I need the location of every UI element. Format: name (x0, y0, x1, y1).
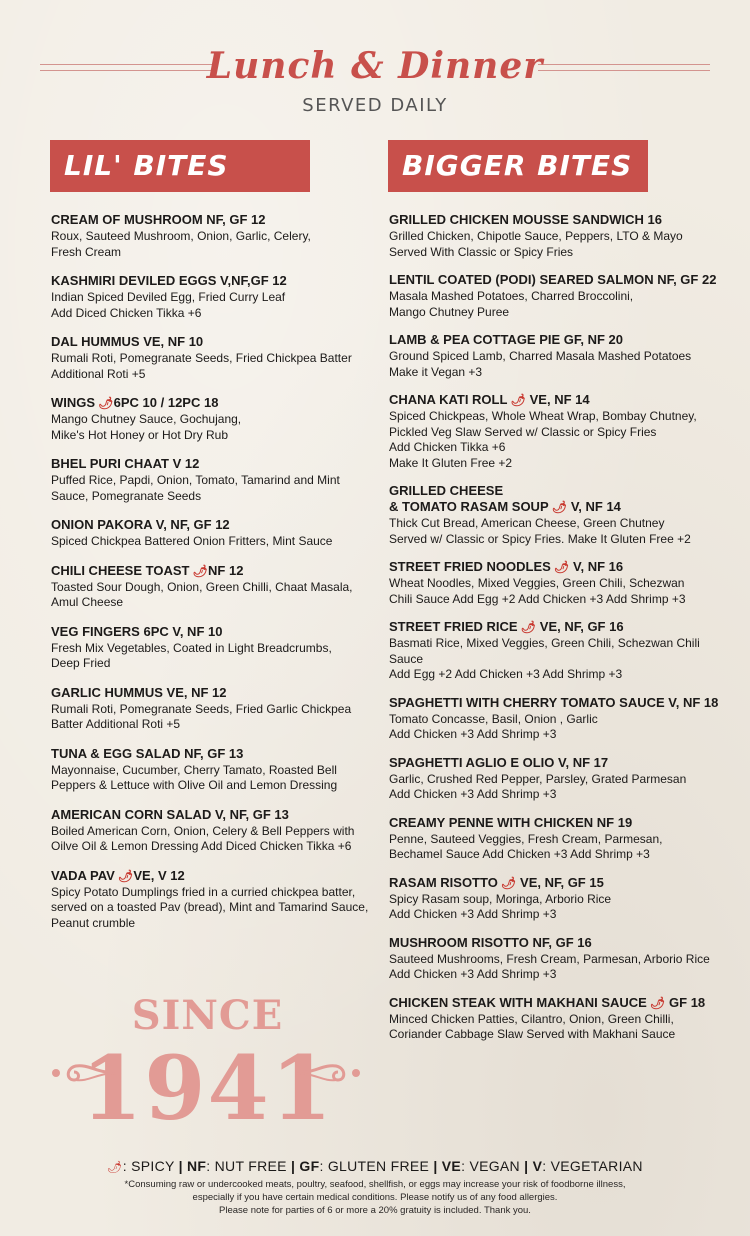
chili-icon: 🌶 (189, 563, 209, 578)
legend-v: : VEGETARIAN (542, 1158, 643, 1174)
menu-item (51, 334, 376, 382)
menu-item (389, 815, 724, 863)
chili-icon: 🌶 (107, 1160, 123, 1174)
menu-item-name: ONION PAKORA V, NF, GF 12 (51, 517, 230, 532)
chili-icon: 🌶 (507, 393, 527, 407)
lil-bites-list (51, 212, 376, 944)
menu-item-name: SPAGHETTI WITH CHERRY TOMATO SAUCE V, NF 18 (389, 694, 719, 710)
menu-item-name: TUNA & EGG SALAD NF, GF 13 (51, 745, 244, 761)
menu-item-description: Thick Cut Bread, American Cheese, Green Chutney Served w/ Classic or Spicy Fries. Make It Gluten Free +2 (389, 516, 691, 546)
menu-item-description: Grilled Chicken, Chipotle Sauce, Peppers, LTO & Mayo Served With Classic or Spicy Fries (389, 229, 683, 259)
menu-item (389, 392, 724, 471)
chili-icon: 🌶 (550, 560, 570, 574)
menu-item (389, 995, 724, 1043)
chili-icon: 🌶 (497, 875, 517, 890)
menu-item-description: Rumali Roti, Pomegranate Seeds, Fried Garlic Chickpea Batter Additional Roti +5 (51, 701, 352, 731)
menu-item-name: SPAGHETTI AGLIO E OLIO V, NF 17 (389, 754, 609, 770)
menu-item-name: VEG FINGERS 6PC V, NF 10 (51, 623, 223, 639)
menu-item-name: CHILI CHEESE TOAST 🌶NF 12 (51, 562, 244, 578)
menu-item (389, 272, 724, 320)
menu-item-name: CHICKEN STEAK WITH MAKHANI SAUCE 🌶 GF 18 (389, 994, 706, 1010)
menu-item-name: GRILLED CHICKEN MOUSSE SANDWICH 16 (389, 212, 663, 227)
menu-item-description: Masala Mashed Potatoes, Charred Broccolini, Mango Chutney Puree (389, 289, 634, 319)
menu-item (51, 868, 376, 932)
legend-gf-key: GF (299, 1158, 320, 1174)
menu-item (51, 624, 376, 672)
dietary-legend (0, 1158, 750, 1174)
flourish-right-icon (294, 1060, 364, 1086)
chili-icon: 🌶 (548, 500, 568, 514)
menu-item (51, 685, 376, 733)
menu-item (389, 935, 724, 983)
chili-icon: 🌶 (646, 995, 666, 1010)
menu-title: Lunch & Dinner (206, 45, 544, 87)
menu-item-name: DAL HUMMUS VE, NF 10 (51, 334, 204, 349)
menu-item-description: Garlic, Crushed Red Pepper, Parsley, Grated Parmesan Add Chicken +3 Add Shrimp +3 (389, 771, 687, 801)
menu-item-description: Mayonnaise, Cucumber, Cherry Tamato, Roasted Bell Peppers & Lettuce with Olive Oil and Lemon Dressing (51, 762, 338, 792)
menu-item (51, 212, 376, 260)
menu-item-description: Fresh Mix Vegetables, Coated in Light Breadcrumbs, Deep Fried (51, 640, 332, 670)
footnote-line-2: especially if you have certain medical conditions. Please notify us of any food allergies. (192, 1192, 558, 1203)
menu-item-description: Spicy Rasam soup, Moringa, Arborio Rice Add Chicken +3 Add Shrimp +3 (389, 891, 612, 921)
menu-item-description: Ground Spiced Lamb, Charred Masala Mashed Potatoes Make it Vegan +3 (389, 349, 692, 379)
menu-item (389, 332, 724, 380)
menu-item (389, 875, 724, 923)
legend-nf-key: NF (186, 1158, 207, 1174)
menu-item-name: CREAMY PENNE WITH CHICKEN NF 19 (389, 814, 633, 830)
footnote-line-1: *Consuming raw or undercooked meats, poultry, seafood, shellfish, or eggs may increase your risk of foodborne illness, (124, 1179, 626, 1190)
title-block (0, 38, 750, 94)
bigger-bites-list (389, 212, 724, 1055)
menu-item (389, 619, 724, 683)
menu-item-description: Toasted Sour Dough, Onion, Green Chilli, Chaat Masala, Amul Cheese (51, 579, 353, 609)
menu-item-description: Spiced Chickpea Battered Onion Fritters, Mint Sauce (51, 534, 333, 548)
section-banner-lil-bites: LIL' BITES (50, 140, 310, 192)
menu-item-name: MUSHROOM RISOTTO NF, GF 16 (389, 934, 592, 950)
menu-item-description: Boiled American Corn, Onion, Celery & Bell Peppers with Oilve Oil & Lemon Dressing Add Diced Chicken Tikka +6 (51, 823, 355, 853)
chili-icon: 🌶 (114, 868, 134, 883)
menu-item (389, 695, 724, 743)
legend-gf: : GLUTEN FREE (319, 1158, 430, 1174)
menu-item-description: Spiced Chickpeas, Whole Wheat Wrap, Bombay Chutney, Pickled Veg Slaw Served w/ Classic or Spicy Fries Add Chicken Tikka +6 Make It Gluten Free +2 (389, 409, 697, 470)
since-year: 1941 (81, 1036, 334, 1140)
legend-sep-3: | (433, 1158, 438, 1174)
menu-item-name: BHEL PURI CHAAT V 12 (51, 456, 200, 471)
section-banner-bigger-bites: BIGGER BITES (388, 140, 648, 192)
menu-item-name: KASHMIRI DEVILED EGGS V,NF,GF 12 (51, 273, 287, 288)
menu-item (51, 456, 376, 504)
menu-item-name: CREAM OF MUSHROOM NF, GF 12 (51, 212, 266, 227)
menu-item (389, 755, 724, 803)
menu-item-description: Roux, Sauteed Mushroom, Onion, Garlic, Celery, Fresh Cream (51, 229, 311, 259)
menu-item-name: AMERICAN CORN SALAD V, NF, GF 13 (51, 806, 289, 822)
legend-nf: : NUT FREE (206, 1158, 287, 1174)
menu-item (51, 273, 376, 321)
menu-item (389, 559, 724, 607)
menu-subtitle: SERVED DAILY (302, 95, 448, 116)
footnote-line-3: Please note for parties of 6 or more a 20% gratuity is included. Thank you. (219, 1205, 531, 1216)
legend-ve: : VEGAN (461, 1158, 520, 1174)
menu-item-description: Minced Chicken Patties, Cilantro, Onion, Green Chilli, Coriander Cabbage Slaw Served with Makhani Sauce (389, 1011, 676, 1041)
menu-item (51, 395, 376, 443)
menu-item (389, 212, 724, 260)
menu-item-description: Tomato Concasse, Basil, Onion , Garlic Add Chicken +3 Add Shrimp +3 (389, 711, 598, 741)
legend-spicy: : SPICY (122, 1158, 175, 1174)
legend-sep-2: | (290, 1158, 296, 1174)
menu-item-description: Rumali Roti, Pomegranate Seeds, Fried Chickpea Batter Additional Roti +5 (51, 351, 352, 381)
menu-item-description: Spicy Potato Dumplings fried in a curried chickpea batter, served on a toasted Pav (bread), Mint and Tamarind Sauce, Peanut crumble (51, 884, 369, 930)
menu-item-name: GRILLED CHEESE & TOMATO RASAM SOUP 🌶 V, NF 14 (389, 483, 621, 514)
since-label: SINCE (131, 992, 284, 1039)
menu-item (51, 563, 376, 611)
legend-sep-1: | (178, 1158, 183, 1174)
legend-sep-4: | (524, 1158, 529, 1174)
menu-item-name: RASAM RISOTTO 🌶 VE, NF, GF 15 (389, 874, 604, 890)
menu-item-name: WINGS 🌶6PC 10 / 12PC 18 (51, 395, 219, 410)
menu-item-name: STREET FRIED RICE 🌶 VE, NF, GF 16 (389, 619, 624, 634)
menu-item (51, 517, 376, 550)
menu-item-description: Sauteed Mushrooms, Fresh Cream, Parmesan, Arborio Rice Add Chicken +3 Add Shrimp +3 (389, 951, 710, 981)
menu-item-name: GARLIC HUMMUS VE, NF 12 (51, 684, 227, 700)
menu-item-description: Wheat Noodles, Mixed Veggies, Green Chili, Schezwan Chili Sauce Add Egg +2 Add Chicken +3 Add Shrimp +3 (389, 576, 686, 606)
legend-v-key: V (532, 1158, 543, 1174)
menu-item-name: LENTIL COATED (PODI) SEARED SALMON NF, GF 22 (389, 272, 717, 287)
menu-item-name: LAMB & PEA COTTAGE PIE GF, NF 20 (389, 332, 624, 347)
menu-item (389, 483, 724, 547)
menu-item (51, 746, 376, 794)
menu-item-name: CHANA KATI ROLL 🌶 VE, NF 14 (389, 392, 590, 407)
menu-item-name: STREET FRIED NOODLES 🌶 V, NF 16 (389, 559, 624, 574)
legend-ve-key: VE (441, 1158, 462, 1174)
menu-item-description: Indian Spiced Deviled Egg, Fried Curry Leaf Add Diced Chicken Tikka +6 (51, 290, 286, 320)
menu-item (51, 807, 376, 855)
chili-icon: 🌶 (517, 620, 537, 634)
menu-item-description: Mango Chutney Sauce, Gochujang, Mike's Hot Honey or Hot Dry Rub (51, 412, 242, 442)
menu-item-description: Puffed Rice, Papdi, Onion, Tomato, Tamarind and Mint Sauce, Pomegranate Seeds (51, 473, 340, 503)
menu-item-description: Basmati Rice, Mixed Veggies, Green Chili, Schezwan Chili Sauce Add Egg +2 Add Chicken +3 Add Shrimp +3 (389, 636, 700, 681)
chili-icon: 🌶 (95, 396, 114, 410)
menu-item-name: VADA PAV 🌶VE, V 12 (51, 867, 185, 883)
menu-item-description: Penne, Sauteed Veggies, Fresh Cream, Parmesan, Bechamel Sauce Add Chicken +3 Add Shrimp +3 (389, 831, 663, 861)
flourish-left-icon (48, 1060, 118, 1086)
